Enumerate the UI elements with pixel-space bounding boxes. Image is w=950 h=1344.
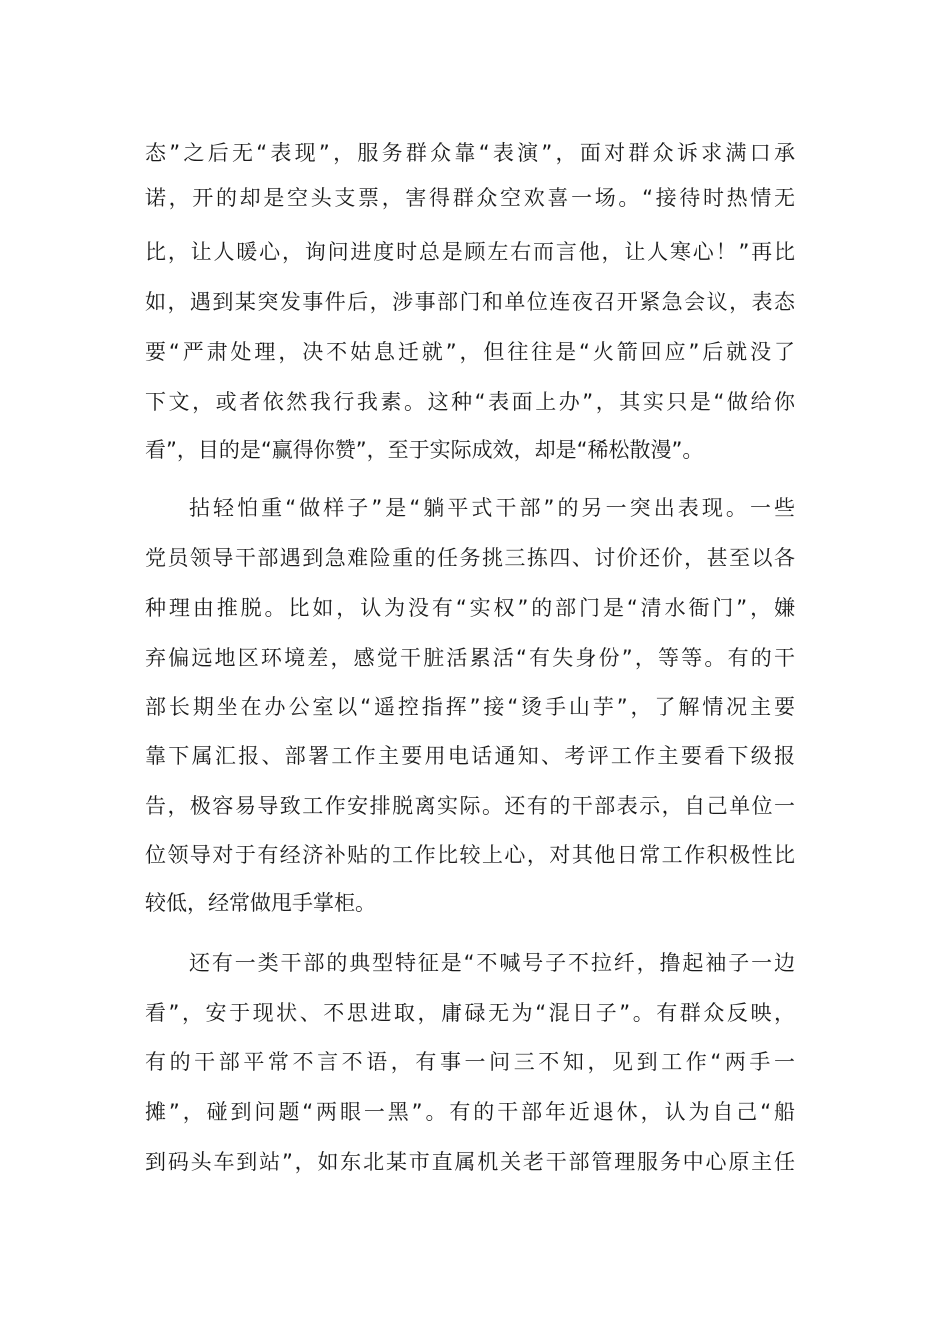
text-line: 如，遇到某突发事件后，涉事部门和单位连夜召开紧急会议，表态: [145, 290, 795, 314]
text-line: 看”，目的是“赢得你赞”，至于实际成效，却是“稀松散漫”。: [145, 438, 704, 462]
text-line: 位领导对于有经济补贴的工作比较上心，对其他日常工作积极性比: [145, 843, 795, 867]
text-line: 党员领导干部遇到急难险重的任务挑三拣四、讨价还价，甚至以各: [145, 546, 795, 570]
text-line: 有的干部平常不言不语，有事一问三不知，见到工作“两手一: [145, 1050, 795, 1074]
text-line: 种理由推脱。比如，认为没有“实权”的部门是“清水衙门”，嫌: [145, 596, 795, 620]
text-line: 诺，开的却是空头支票，害得群众空欢喜一场。“接待时热情无: [145, 186, 795, 210]
text-line: 看”，安于现状、不思进取，庸碌无为“混日子”。有群众反映，: [145, 1001, 795, 1025]
text-line: 态”之后无“表现”，服务群众靠“表演”，面对群众诉求满口承: [145, 141, 795, 165]
text-line: 部长期坐在办公室以“遥控指挥”接“烫手山芋”，了解情况主要: [145, 695, 795, 719]
text-line: 下文，或者依然我行我素。这种“表面上办”，其实只是“做给你: [145, 390, 795, 414]
text-line: 还有一类干部的典型特征是“不喊号子不拉纤，撸起袖子一边: [189, 951, 795, 975]
text-line: 告，极容易导致工作安排脱离实际。还有的干部表示，自己单位一: [145, 794, 795, 818]
text-line: 拈轻怕重“做样子”是“躺平式干部”的另一突出表现。一些: [189, 496, 795, 520]
text-line: 到码头车到站”，如东北某市直属机关老干部管理服务中心原主任: [145, 1150, 795, 1174]
text-line: 靠下属汇报、部署工作主要用电话通知、考评工作主要看下级报: [145, 744, 795, 768]
text-line: 较低，经常做甩手掌柜。: [145, 891, 376, 915]
text-line: 比，让人暖心，询问进度时总是顾左右而言他，让人寒心！”再比: [145, 240, 795, 264]
text-line: 摊”，碰到问题“两眼一黑”。有的干部年近退休，认为自己“船: [145, 1100, 795, 1124]
text-line: 弃偏远地区环境差，感觉干脏活累活“有失身份”，等等。有的干: [145, 646, 795, 670]
text-line: 要“严肃处理，决不姑息迁就”，但往往是“火箭回应”后就没了: [145, 340, 795, 364]
